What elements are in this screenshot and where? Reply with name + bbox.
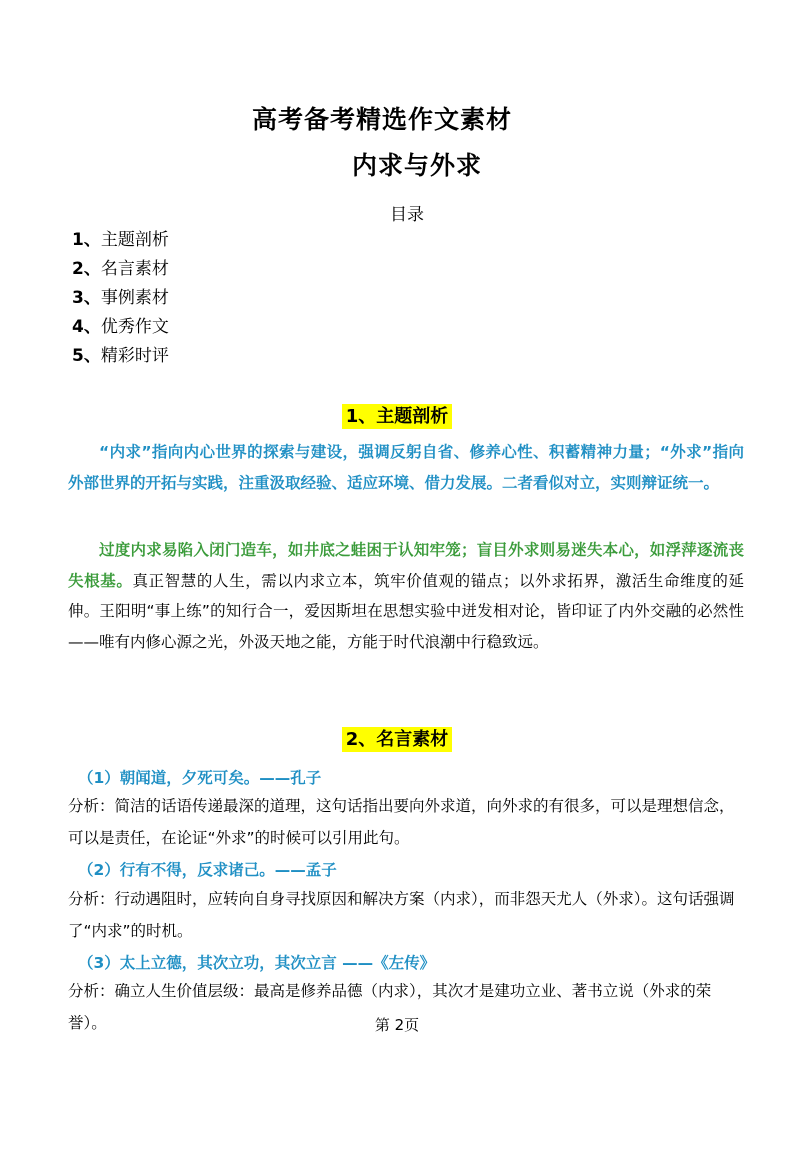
theme-paragraph-1: “内求”指向内心世界的探索与建设，强调反躬自省、修养心性、积蓄精神力量；“外求”指向外部世界的开拓与实践，注重汲取经验、适应环境、借力发展。二者看似对立，实则辩证统一。	[68, 443, 744, 492]
highlighted-heading-text: 1、主题剖析	[342, 404, 453, 429]
page-number: 第 2页	[374, 1016, 420, 1034]
document-subtitle: 内求与外求	[351, 151, 482, 180]
toc-item-label: 名言素材	[100, 259, 169, 279]
toc-item[interactable]	[72, 313, 169, 342]
toc-item[interactable]	[72, 226, 169, 255]
quote-1: （1）朝闻道，夕死可矣。——孔子	[78, 769, 322, 787]
highlighted-heading-text: 2、名言素材	[342, 727, 453, 752]
toc-item-number: 5、	[72, 346, 101, 366]
toc-item-number: 2、	[72, 259, 101, 279]
toc-item-number: 4、	[72, 317, 101, 337]
theme-paragraph-2	[68, 535, 744, 657]
toc-item-number: 1、	[72, 230, 101, 250]
quote-1-analysis: 分析：简洁的话语传递最深的道理，这句话指出要向外求道，向外求的有很多，可以是理想信念，可以是责任，在论证“外求”的时候可以引用此句。	[68, 797, 735, 847]
table-of-contents	[72, 226, 169, 371]
document-title: 高考备考精选作文素材	[251, 105, 512, 134]
theme-paragraph-2-emphasis: 过度内求易陷入闭门造车，如井底之蛙困于认知牢笼；盲目外求则易迷失本心，如浮萍逐流丧失根基。	[68, 541, 744, 590]
section-heading-theme-analysis	[0, 402, 794, 428]
toc-item-label: 精彩时评	[100, 346, 169, 366]
toc-item[interactable]	[72, 255, 169, 284]
toc-title: 目录	[390, 205, 424, 225]
quote-3: （3）太上立德，其次立功，其次立言 ——《左传》	[78, 954, 436, 972]
theme-paragraph-2-body: 真正智慧的人生，需以内求立本，筑牢价值观的锚点；以外求拓界，激活生命维度的延伸。王阳明“事上练”的知行合一，爱因斯坦在思想实验中迸发相对论，皆印证了内外交融的必然性——唯有内修心源之光，外汲天地之能，方能于时代浪潮中行稳致远。	[68, 571, 744, 651]
toc-item[interactable]	[72, 284, 169, 313]
quote-2-analysis: 分析：行动遇阻时，应转向自身寻找原因和解决方案（内求），而非怨天尤人（外求）。这句话强调了“内求”的时机。	[68, 890, 735, 940]
toc-item-number: 3、	[72, 288, 101, 308]
section-heading-quotes	[0, 725, 794, 751]
quote-2: （2）行有不得，反求诸己。——孟子	[78, 861, 337, 879]
toc-item-label: 主题剖析	[100, 230, 169, 250]
toc-item-label: 事例素材	[100, 288, 169, 308]
quote-3-analysis: 分析：确立人生价值层级：最高是修养品德（内求），其次才是建功立业、著书立说（外求的荣誉）。	[68, 982, 712, 1032]
toc-item[interactable]	[72, 342, 169, 371]
toc-item-label: 优秀作文	[100, 317, 169, 337]
